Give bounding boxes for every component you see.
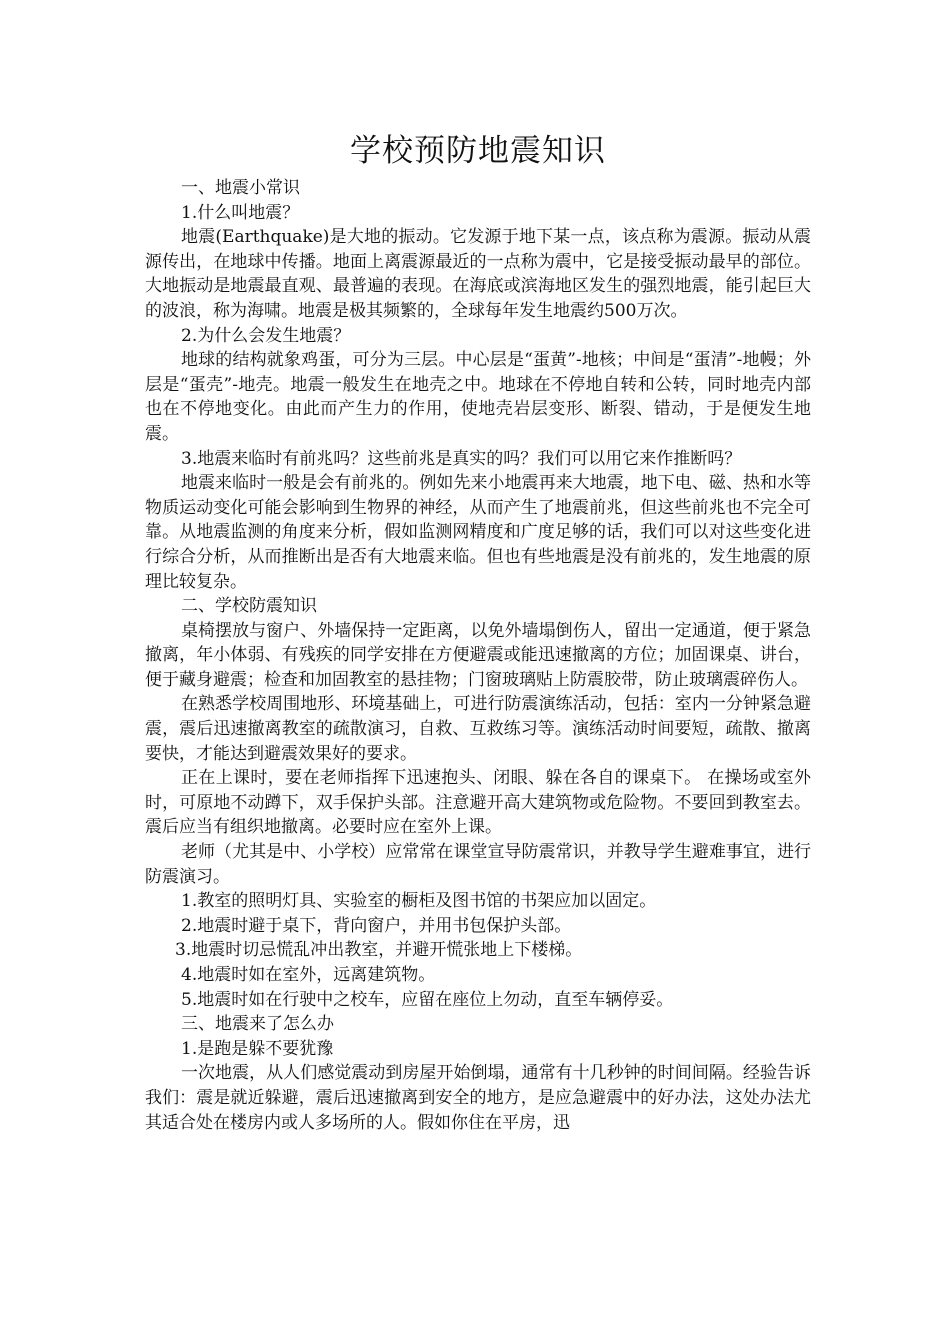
list-item: 5.地震时如在行驶中之校车，应留在座位上勿动，直至车辆停妥。 (181, 989, 674, 1010)
body-paragraph: 地球的结构就象鸡蛋，可分为三层。中心层是“蛋黄”-地核；中间是“蛋清”-地幔；外层是“蛋壳”-地壳。地震一般发生在地壳之中。地球在不停地自转和公转，同时地壳内部也在不停地变化。由此而产生力的作用，使地壳岩层变形、断裂、错动，于是便发生地震。 (145, 350, 811, 444)
list-item: 1.教室的照明灯具、实验室的橱柜及图书馆的书架应加以固定。 (181, 891, 657, 912)
list-item: 3.地震时切忌慌乱冲出教室，并避开慌张地上下楼梯。 (175, 940, 583, 961)
section-heading-1: 一、地震小常识 (181, 178, 300, 198)
body-paragraph: 桌椅摆放与窗户、外墙保持一定距离，以免外墙塌倒伤人，留出一定通道，便于紧急撤离，年小体弱、有残疾的同学安排在方便避震或能迅速撤离的方位；加固课桌、讲台，便于藏身避震；检查和加固教室的悬挂物；门窗玻璃贴上防震胶带，防止玻璃震碎伤人。 (145, 620, 811, 690)
document-title: 学校预防地震知识 (350, 133, 606, 169)
list-item: 2.地震时避于桌下，背向窗户，并用书包保护头部。 (181, 915, 572, 936)
question-heading-4: 1.是跑是躲不要犹豫 (181, 1038, 334, 1059)
list-item: 4.地震时如在室外，远离建筑物。 (181, 965, 436, 985)
section-heading-2: 二、学校防震知识 (181, 596, 317, 617)
body-paragraph: 地震来临时一般是会有前兆的。例如先来小地震再来大地震，地下电、磁、热和水等物质运动变化可能会影响到生物界的神经，从而产生了地震前兆，但这些前兆也不完全可靠。从地震监测的角度来分析，假如监测网精度和广度足够的话，我们可以对这些变化进行综合分析，从而推断出是否有大地震来临。但也有些地震是没有前兆的，发生地震的原理比较复杂。 (145, 473, 811, 592)
body-paragraph: 老师（尤其是中、小学校）应常常在课堂宣导防震常识，并教导学生避难事宜，进行防震演习。 (145, 842, 811, 887)
question-heading-1: 1.什么叫地震？ (181, 202, 300, 223)
section-heading-3: 三、地震来了怎么办 (181, 1014, 334, 1035)
body-paragraph: 正在上课时，要在老师指挥下迅速抱头、闭眼、躲在各自的课桌下。 在操场或室外时，可原地不动蹲下，双手保护头部。注意避开高大建筑物或危险物。不要回到教室去。 震后应当有组织地撤离。必要时应在室外上课。 (145, 768, 811, 838)
document-page (145, 128, 811, 1135)
question-heading-2: 2.为什么会发生地震？ (181, 325, 351, 346)
question-heading-3: 3.地震来临时有前兆吗？这些前兆是真实的吗？我们可以用它来作推断吗？ (181, 448, 742, 469)
body-paragraph: 地震(Earthquake)是大地的振动。它发源于地下某一点，该点称为震源。振动从震源传出，在地球中传播。地面上离震源最近的一点称为震中，它是接受振动最早的部位。大地振动是地震最直观、最普遍的表现。在海底或滨海地区发生的强烈地震，能引起巨大的波浪，称为海啸。地震是极其频繁的，全球每年发生地震约500万次。 (145, 227, 811, 321)
body-paragraph: 一次地震，从人们感觉震动到房屋开始倒塌，通常有十几秒钟的时间间隔。经验告诉我们：震是就近躲避，震后迅速撤离到安全的地方，是应急避震中的好办法，这处办法尤其适合处在楼房内或人多场所的人。假如你住在平房，迅 (145, 1063, 811, 1133)
body-paragraph: 在熟悉学校周围地形、环境基础上，可进行防震演练活动，包括：室内一分钟紧急避震，震后迅速撤离教室的疏散演习，自救、互救练习等。演练活动时间要短，疏散、撤离要快，才能达到避震效果好的要求。 (145, 694, 811, 764)
